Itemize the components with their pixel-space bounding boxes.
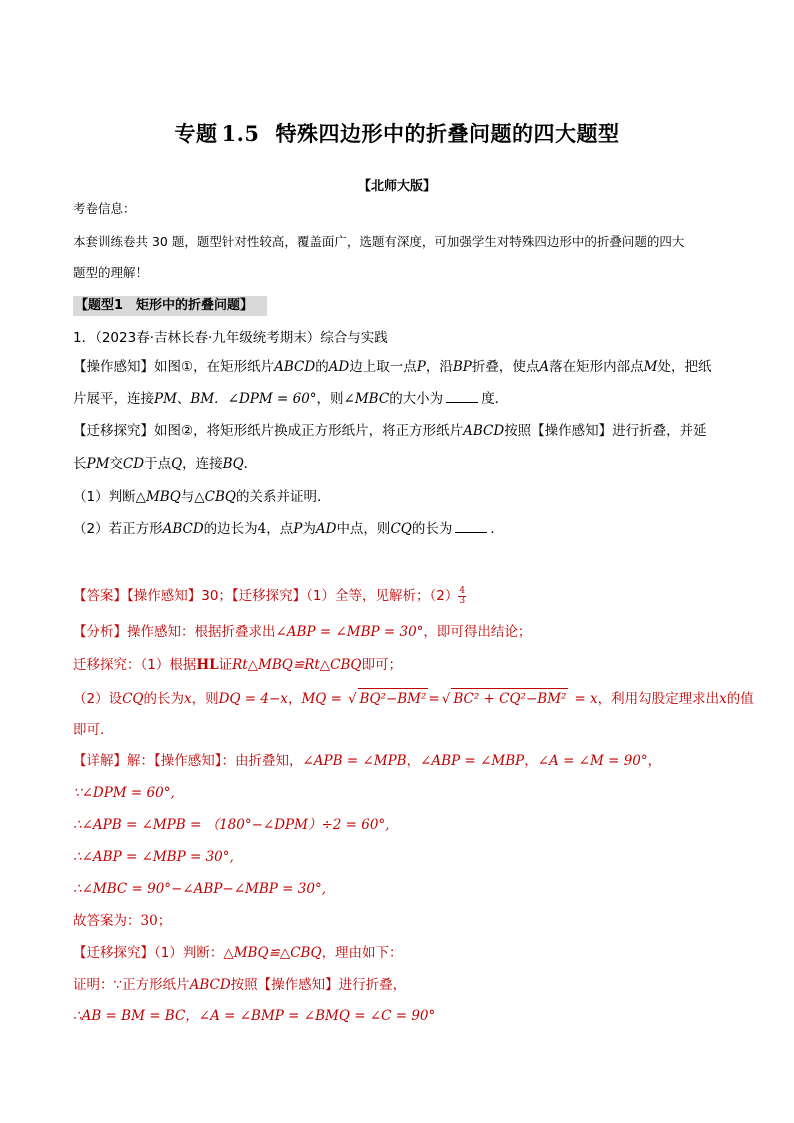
detail-line-6 [73,911,171,931]
math-term: 4 [257,521,267,537]
answer-blank [446,390,478,403]
text: （2）若正方形 [73,521,163,537]
text: 按照【操作感知】进行折叠，并延 [504,423,707,439]
math-term: ABCD [189,977,231,993]
text: ． [490,521,504,537]
math-term: CQ [122,691,144,707]
text: 证明：∵正方形纸片 [73,977,190,993]
math-term: ∠APB = ∠MPB [302,753,407,769]
text: 折叠，使点 [471,359,540,375]
math-term: CQ [390,521,412,537]
detail-line-1 [73,751,661,771]
math-term: MQ = [301,691,342,707]
text: ，理由如下： [321,945,403,961]
question-1-transfer-line-2 [73,454,257,474]
text: 处，把纸 [657,359,712,375]
exam-info-label: 考卷信息： [73,201,136,216]
math-term: ∠A = ∠M = 90° [537,753,648,769]
math-term: Rt△MBQ≌Rt△CBQ [232,657,362,673]
math-term: A [539,359,550,375]
detail-line-4: ∴∠ABP = ∠MBP = 30°, [73,849,234,865]
math-term: BP [452,359,472,375]
text: 按照【操作感知】进行折叠， [230,977,407,993]
detail-line-7 [73,943,403,963]
text: 的长为 [411,521,453,537]
math-term: AD [315,521,337,537]
text: （2）设 [73,691,123,707]
math-term: △MBQ≌△CBQ [223,945,322,961]
text: 与 [180,489,195,505]
text: 片展平，连接 [73,391,154,407]
text: 落在矩形内部点 [549,359,644,375]
math-term: M [643,359,658,375]
answer-text: 【答案】【操作感知】30；【迁移探究】（1）全等，见解析；（2） [73,588,459,604]
text: 故答案为： [73,913,141,929]
analysis-line-3 [73,688,754,709]
radical-icon: √ [441,691,451,707]
text: ， [647,753,662,769]
title-main: 特殊四边形中的折叠问题的四大题型 [275,122,620,146]
analysis-line-1 [73,622,531,642]
text: 的大小为 [389,391,444,407]
question-1-transfer-line-1 [73,421,707,441]
text: 证 [218,657,233,673]
edition-label: 【北师大版】 [357,179,436,194]
analysis-line-2 [73,655,402,675]
math-term: CD [122,456,145,472]
math-term: ABCD [274,359,316,375]
text: 【操作感知】如图①，在矩形纸片 [73,359,275,375]
text: 中点，则 [336,521,391,537]
math-term: PM [154,391,177,407]
section-heading-1: 【题型1 矩形中的折叠问题】 [73,296,267,316]
question-1-part-1 [73,487,331,507]
text: ， [524,753,538,769]
question-1-operation-line-2 [73,389,508,409]
text: 、 [176,391,191,407]
detail-line-5: ∴∠MBC = 90°−∠ABP−∠MBP = 30°, [73,881,326,897]
title-number: 1.5 [221,121,260,146]
detail-line-9: ∴AB = BM = BC，∠A = ∠BMP = ∠BMQ = ∠C = 90° [73,1008,436,1024]
text: 【分析】操作感知：根据折叠求出 [73,624,276,640]
text: 【迁移探究】（1）判断： [73,945,224,961]
detail-line-8 [73,975,406,995]
text: ，即可得出结论； [423,624,532,640]
math-sqrt: BC² + CQ²−BM² [451,688,568,709]
text: 迁移探究：（1）根据 [73,657,197,673]
math-term: P [416,359,426,375]
text: ． [243,456,258,472]
text: 的边长为 [203,521,258,537]
text: 的 [315,359,329,375]
math-term: Q [171,456,183,472]
text: 度． [481,391,509,407]
text: 即可； [361,657,402,673]
fraction-numerator: 4 [459,585,466,596]
text: 交 [109,456,123,472]
text: ，点 [266,521,294,537]
text: ， [406,753,421,769]
math-term: = x [574,691,598,707]
analysis-line-4: 即可． [73,722,114,738]
math-term: △MBQ [135,489,181,505]
text: 边上取一点 [349,359,417,375]
text: ，连接 [182,456,223,472]
fraction-denominator: 3 [459,595,466,606]
math-term: AD [328,359,350,375]
math-term: x [719,691,727,707]
answer-blank [455,520,487,533]
math-term: P [293,521,303,537]
text: 的长为 [143,691,184,707]
text: ，则 [191,691,219,707]
intro-line-2: 题型的理解！ [73,265,149,280]
math-term: ∠ABP = ∠MBP [420,753,525,769]
text: ； [157,913,172,929]
text: 为 [302,521,316,537]
text: 的关系并证明． [236,489,331,505]
math-term: DQ = 4−x [218,691,288,707]
math-sqrt: BQ²−BM² [358,688,429,709]
text: 【迁移探究】如图②，将矩形纸片换成正方形纸片，将正方形纸片 [73,423,464,439]
math-term: ∠ABP = ∠MBP = 30° [275,624,424,640]
question-1-part-2 [73,519,504,539]
math-term: ABCD [463,423,505,439]
math-term: 30 [140,913,158,929]
text: 长 [73,456,87,472]
question-1-operation-line-1 [73,357,711,377]
answer-line [73,586,466,606]
text: ，沿 [425,359,453,375]
text: （1）判断 [73,489,136,505]
radical-icon: √ [347,691,357,707]
math-term: ABCD [162,521,204,537]
text: ， [287,691,302,707]
page-title [0,118,794,148]
question-1-header: 1．（2023春·吉林长春·九年级统考期末）综合与实践 [73,330,388,346]
math-term: PM [86,456,110,472]
math-term: ∠DPM = 60° [227,391,317,407]
text: 于点 [144,456,172,472]
intro-line-1: 本套训练卷共 30 题，题型针对性较高，覆盖面广，选题有深度，可加强学生对特殊四边形中的折叠问题的四大 [73,234,685,249]
text: ，则 [316,391,344,407]
text: 的值 [726,691,754,707]
math-term: HL [196,657,219,673]
math-term: = [428,691,440,707]
math-term: △CBQ [194,489,236,505]
answer-fraction [458,587,466,606]
title-prefix: 专题 [174,122,218,146]
detail-line-3: ∴∠APB = ∠MPB = （180°−∠DPM）÷2 = 60°, [73,817,390,833]
math-term: BM [190,391,215,407]
math-term: BQ [222,456,244,472]
math-term: ∠MBC [343,391,390,407]
text: ，利用勾股定理求出 [597,691,720,707]
detail-line-2: ∵∠DPM = 60°, [73,785,175,801]
text: 【详解】解：【操作感知】：由折叠知， [73,753,303,769]
math-term: x [184,691,192,707]
text: ． [214,391,228,407]
